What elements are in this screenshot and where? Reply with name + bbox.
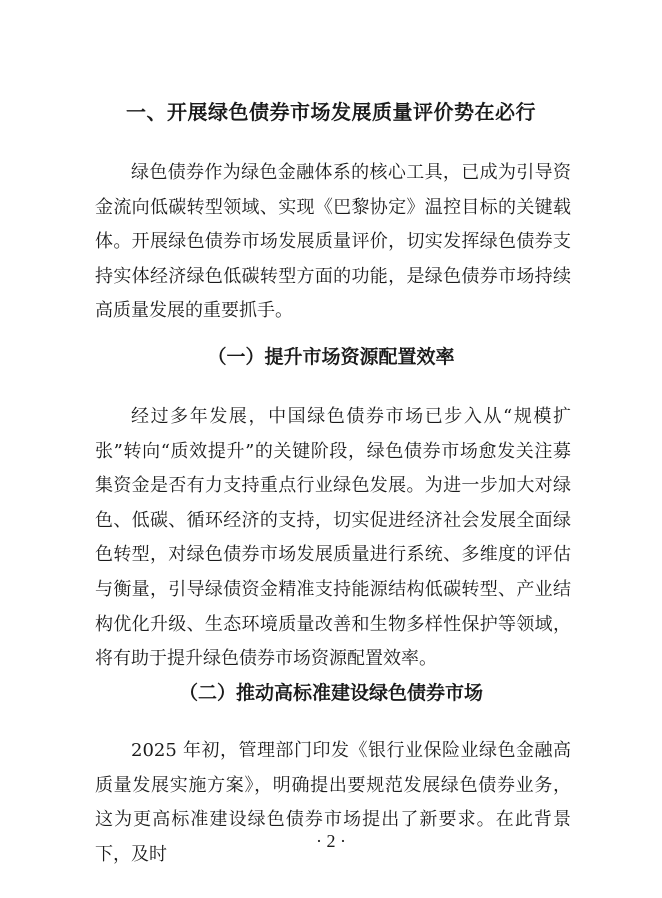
subsection-title: （一）提升市场资源配置效率 — [207, 346, 455, 368]
paragraph: 2025 年初，管理部门印发《银行业保险业绿色金融高质量发展实施方案》，明确提出要规范发展绿色债券业务，这为更高标准建设绿色债券市场提出了新要求。在此背景下，及时 — [95, 740, 571, 865]
page-number: · 2 · — [316, 831, 346, 851]
paragraph: 经过多年发展，中国绿色债券市场已步入从“规模扩张”转向“质效提升”的关键阶段，绿色债券市场愈发关注募集资金是否有力支持重点行业绿色发展。为进一步加大对绿色、低碳、循环经济的支持，切实促进经济社会发展全面绿色转型，对绿色债券市场发展质量进行系统、多维度的评估与衡量，引导绿债资金精准支持能源结构低碳转型、产业结构优化升级、生态环境质量改善和生物多样性保护等领域，将有助于提升绿色债券市场资源配置效率。 — [95, 406, 571, 670]
section-title: 一、开展绿色债券市场发展质量评价势在必行 — [126, 100, 536, 124]
paragraph: 绿色债券作为绿色金融体系的核心工具，已成为引导资金流向低碳转型领域、实现《巴黎协定》温控目标的关键载体。开展绿色债券市场发展质量评价，切实发挥绿色债券支持实体经济绿色低碳转型方面的功能，是绿色债券市场持续高质量发展的重要抓手。 — [95, 162, 571, 322]
subsection-title: （二）推动高标准建设绿色债券市场 — [178, 682, 483, 704]
